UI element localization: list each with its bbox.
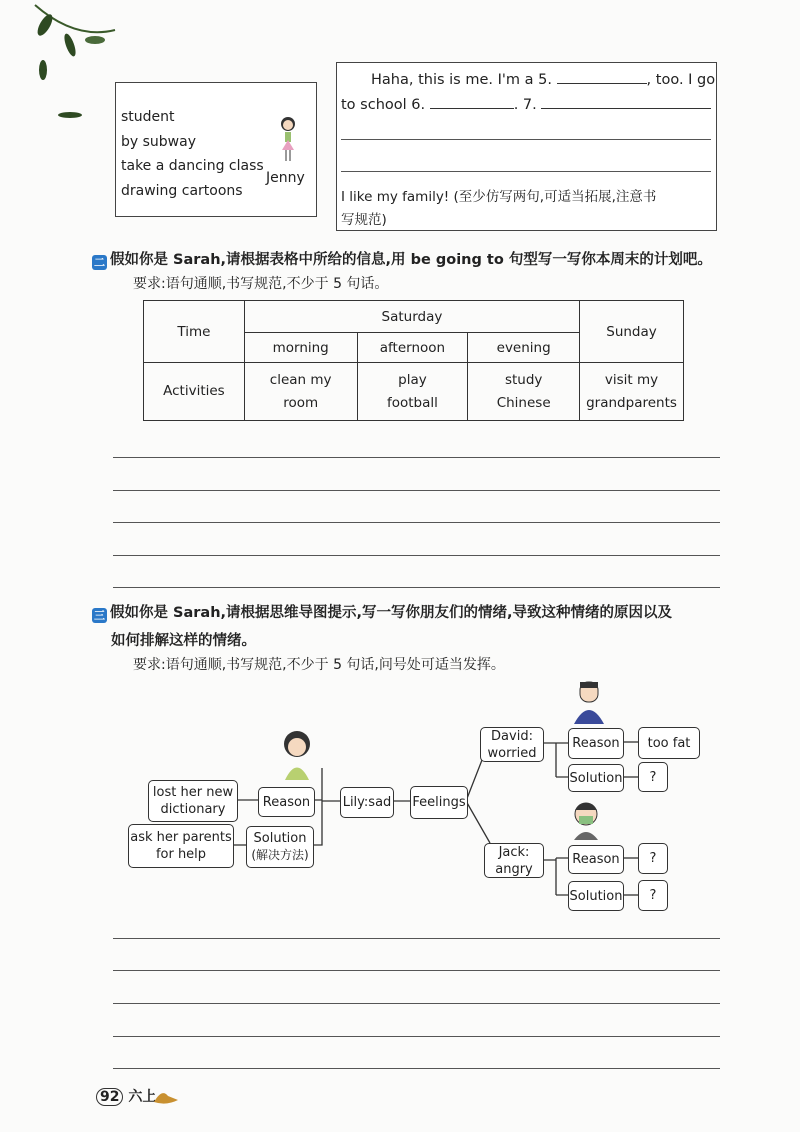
cell-text: study bbox=[504, 371, 543, 388]
cell-text: grandparents bbox=[586, 394, 677, 411]
node-text: Jack: bbox=[498, 844, 530, 860]
lily-reason-node: Reason bbox=[258, 787, 315, 817]
david-solution-blank[interactable]: ? bbox=[638, 762, 668, 792]
lily-reason-detail-node bbox=[148, 780, 238, 822]
david-solution-node: Solution bbox=[568, 764, 624, 792]
passage-text: to school 6. bbox=[341, 97, 426, 113]
lily-node: Lily:sad bbox=[340, 787, 394, 818]
header-morning: morning bbox=[244, 333, 357, 363]
lily-solution-node bbox=[246, 826, 314, 868]
cell-text: clean my bbox=[269, 371, 332, 388]
node-text: for help bbox=[155, 847, 207, 862]
node-text: Solution bbox=[253, 831, 307, 846]
section-3-title-cont: 如何排解这样的情绪。 bbox=[111, 633, 256, 649]
passage-text: . 7. bbox=[513, 97, 537, 113]
jack-reason-blank[interactable]: ? bbox=[638, 843, 668, 874]
header-time: Time bbox=[144, 301, 245, 363]
header-sunday: Sunday bbox=[580, 301, 684, 363]
david-reason-detail-node: too fat bbox=[638, 727, 700, 759]
cell-text: room bbox=[283, 394, 319, 411]
feelings-node: Feelings bbox=[410, 786, 468, 819]
cell-text: Chinese bbox=[496, 394, 551, 411]
section-2-title-text: 假如你是 Sarah,请根据表格中所给的信息,用 be going to 句型写一写你本周末的计划吧。 bbox=[110, 252, 712, 268]
cell-text: football bbox=[386, 394, 438, 411]
jack-reason-node: Reason bbox=[568, 845, 624, 874]
section-3-requirement: 要求:语句通顺,书写规范,不少于 5 句话,问号处可适当发挥。 bbox=[133, 657, 505, 673]
cell-text: visit my bbox=[604, 371, 659, 388]
jack-solution-blank[interactable]: ? bbox=[638, 880, 668, 911]
node-text: angry bbox=[495, 861, 533, 877]
jack-solution-node: Solution bbox=[568, 881, 624, 911]
writing-line[interactable] bbox=[113, 1003, 720, 1004]
section-2-requirement: 要求:语句通顺,书写规范,不少于 5 句话。 bbox=[133, 276, 389, 292]
node-text: lost her new bbox=[152, 785, 234, 800]
section-2-badge: 二 bbox=[94, 256, 105, 269]
writing-line[interactable] bbox=[113, 1068, 720, 1069]
writing-line[interactable] bbox=[113, 938, 720, 939]
david-node bbox=[480, 727, 544, 762]
grade-label: 六上 bbox=[128, 1089, 157, 1105]
header-afternoon: afternoon bbox=[357, 333, 468, 363]
node-text: ask her parents bbox=[130, 830, 232, 845]
passage-text: Haha, this is me. I'm a 5. bbox=[371, 72, 552, 88]
david-reason-node: Reason bbox=[568, 728, 624, 759]
info-item: drawing cartoons bbox=[121, 182, 243, 199]
cell-text: play bbox=[398, 371, 427, 388]
bird-icon bbox=[152, 1086, 180, 1106]
info-item: by subway bbox=[121, 133, 196, 150]
david-worried-icon bbox=[572, 680, 606, 724]
page-footer bbox=[96, 1086, 156, 1106]
jenny-label: Jenny bbox=[266, 170, 305, 186]
header-evening: evening bbox=[468, 333, 580, 363]
node-text: (解决方法) bbox=[251, 848, 309, 862]
passage-instruction-cont: 写规范) bbox=[341, 212, 387, 228]
jack-node bbox=[484, 843, 544, 878]
lily-solution-detail-node bbox=[128, 824, 234, 868]
row-activities-label: Activities bbox=[144, 363, 245, 421]
node-text: David: bbox=[491, 728, 533, 744]
passage-text: , too. I go bbox=[646, 72, 716, 88]
info-item: take a dancing class bbox=[121, 158, 264, 174]
info-item: student bbox=[121, 109, 175, 125]
writing-line[interactable] bbox=[113, 1036, 720, 1037]
section-3-title-text: 假如你是 Sarah,请根据思维导图提示,写一写你朋友们的情绪,导致这种情绪的原因以及 bbox=[110, 605, 673, 621]
jack-angry-icon bbox=[568, 796, 604, 840]
node-text: worried bbox=[487, 745, 537, 761]
lily-sad-icon bbox=[280, 730, 314, 782]
page-number: 92 bbox=[96, 1088, 123, 1106]
writing-line[interactable] bbox=[113, 970, 720, 971]
header-saturday: Saturday bbox=[244, 301, 579, 333]
section-3-badge: 三 bbox=[94, 609, 105, 622]
passage-instruction: I like my family! (至少仿写两句,可适当拓展,注意书 bbox=[341, 189, 657, 205]
node-text: dictionary bbox=[160, 802, 226, 817]
